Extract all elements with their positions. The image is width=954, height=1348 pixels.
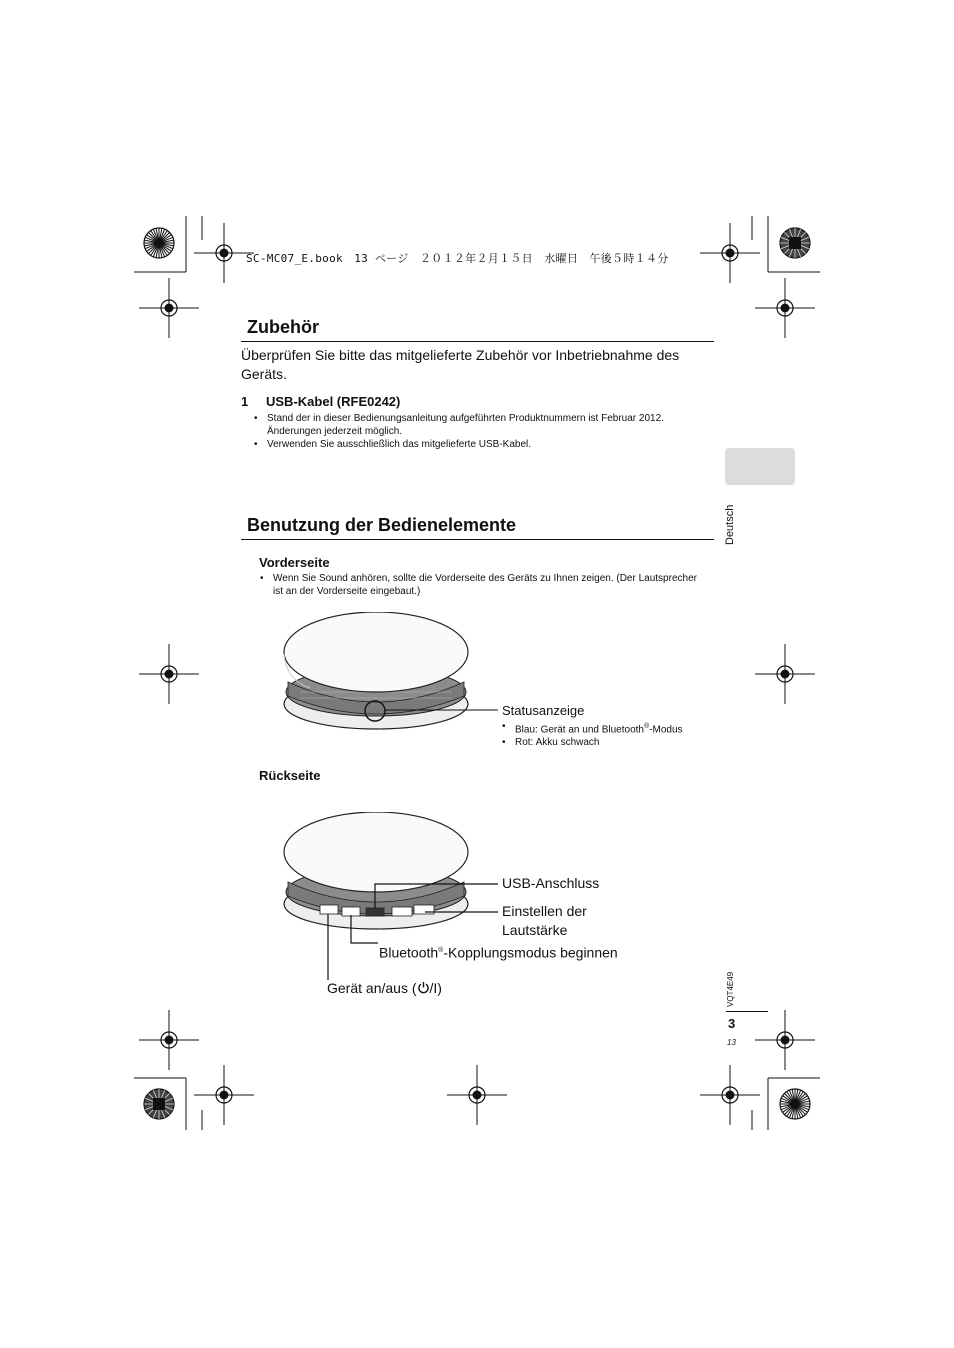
item-number: 1: [241, 394, 249, 409]
usb-port-label: USB-Anschluss: [502, 875, 600, 891]
front-heading: Vorderseite: [259, 555, 330, 570]
list-item: • Wenn Sie Sound anhören, sollte die Vorderseite des Geräts zu Ihnen zeigen. (Der Lautsprecher ist an der Vorderseite eingebaut.): [260, 572, 700, 598]
pairing-button: [342, 907, 360, 916]
pairing-label: [379, 941, 618, 963]
power-label-suffix: /I): [429, 980, 442, 996]
power-label: [327, 979, 442, 998]
list-item: • Stand der in dieser Bedienungsanleitung aufgeführten Produktnummern ist Februar 2012. Änderungen jederzeit möglich.: [254, 412, 714, 438]
status-blue-text: Blau: Gerät an und Bluetooth: [515, 724, 644, 736]
running-header: SC-MC07_E.book 13 ページ ２０１２年２月１５日 水曜日 午後５時１４分: [246, 252, 669, 265]
accessories-rule: [241, 341, 714, 342]
doc-code: VQT4E49: [726, 971, 735, 1007]
volume-plus: [414, 905, 434, 914]
status-red-item: • Rot: Akku schwach: [502, 736, 722, 749]
registered-mark: ®: [438, 947, 444, 954]
accessories-heading: Zubehör: [247, 317, 319, 337]
book-page-number: 13: [727, 1038, 736, 1047]
language-tab: [725, 448, 795, 485]
device-front-illustration: [280, 612, 500, 732]
controls-heading: Benutzung der Bedienelemente: [247, 515, 517, 535]
power-label-text: Gerät an/aus (: [327, 980, 417, 996]
language-label: Deutsch: [724, 504, 736, 545]
power-icon: [417, 981, 430, 994]
accessories-notes: [254, 412, 714, 451]
status-blue-suffix: -Modus: [649, 724, 683, 736]
rear-heading: Rückseite: [259, 768, 321, 783]
status-indicator-label: Statusanzeige: [502, 703, 585, 718]
accessories-intro: Überprüfen Sie bitte das mitgelieferte Zubehör vor Inbetriebnahme des Geräts.: [241, 347, 680, 382]
pairing-label-suffix: -Kopplungsmodus beginnen: [443, 944, 618, 961]
list-item: • Verwenden Sie ausschließlich das mitgelieferte USB-Kabel.: [254, 438, 714, 451]
device-rear-illustration: [280, 812, 505, 997]
volume-minus: [392, 907, 412, 916]
controls-rule: [241, 539, 714, 540]
sidebar-divider: [726, 1011, 768, 1012]
volume-label-line2: Lautstärke: [502, 922, 568, 938]
usb-port: [366, 908, 384, 916]
volume-label-line1: Einstellen der: [502, 903, 587, 919]
status-blue-item: [502, 720, 722, 736]
item-name: USB-Kabel (RFE0242): [266, 394, 401, 409]
status-notes: [502, 720, 722, 749]
registered-mark: ®: [643, 723, 650, 730]
front-notes: [260, 572, 700, 598]
power-switch: [320, 905, 338, 914]
page-number: 3: [728, 1016, 736, 1031]
pairing-label-text: Bluetooth: [379, 944, 439, 961]
